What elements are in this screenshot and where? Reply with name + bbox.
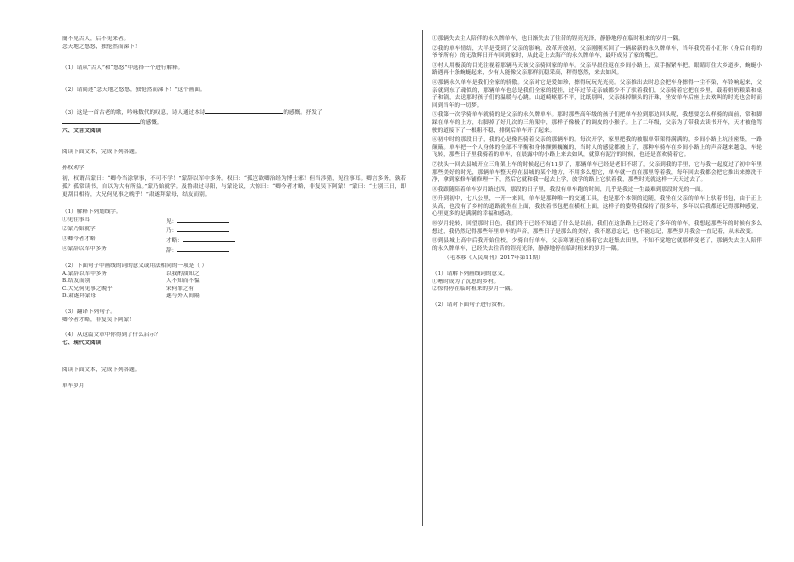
option-a xyxy=(62,271,406,279)
option-b-left: B.结友而别 xyxy=(62,278,91,285)
question-5: （2）下面句子中画线的词的意义或用法相同的一项是（ ） xyxy=(62,263,208,270)
left-column xyxy=(62,36,406,391)
reading-question-2: （2）请对下面句子进行赏析。 xyxy=(432,301,509,308)
option-c-right: 宋何罪之有 xyxy=(166,285,194,292)
option-d-left: D.肃遂拜蒙母 xyxy=(62,293,97,300)
paragraph-4: ④那辆永久单车是我们全家的骄傲。父亲对它是爱如珍，擦得玩玩光光亮。父亲推出去时总会把车身擦得一尘不染，车铃响起来，父亲就到东了魂似的，那辆单车也总是我们全家的提挂，过年过节走亲戚都少不了驮着我们，父亲骑着它把在乡里，载着奶奶粮菜和桌子和锅，去送那时孩子们的温暖与心跳。山道崎岖那不平，比纸别叫，父亲抹掉额头的汗珠，坐安单车后座上去欢叫的时光也会时而回到当年的一切梦。 xyxy=(432,79,762,109)
answer-blank xyxy=(183,236,235,242)
question-6: （3）翻译下列句子。 xyxy=(62,309,116,316)
section-6-heading: 六、文言文阅读 xyxy=(62,127,102,134)
paragraph-6: ⑥初中时的那段日子，我的心是像匹骑着父亲的那辆车的。每次开学，家里把我的被服单带架得满满的，乡间小路上坑洼密集，一路颠簸。单车把一个人身体的全部不平衡和身体颤颤巍巍的，当时人的感觉都被上了，那种车骑车在乡间小路上的声音越来越急，车轮飞转，那些日子里我骑着的单车，在晨露中的小路上来去如风，就算有泥泞的时候，也还是喜欢骑着它。 xyxy=(432,137,762,159)
option-a-right: 以我酌油知之 xyxy=(166,270,200,277)
item-text: ①见往事耳 xyxy=(62,216,90,223)
item-label: 乃： xyxy=(166,228,178,235)
question-7: （4）从这篇文章中你得到了什么启示？ xyxy=(62,332,161,339)
item-text: ④蒙辞以军中多务 xyxy=(62,245,107,252)
passage-title-1: 孙权劝学 xyxy=(62,164,85,171)
item-text: ②蒙乃始就学 xyxy=(62,226,96,233)
option-c xyxy=(62,286,406,294)
question-3-text-a: （3）这是一首古老的歌，吟咏数代的叹息，诗人通过本诗 xyxy=(62,110,206,117)
source-citation: （毛本移《人民周刊》2017年第11期） xyxy=(444,255,544,262)
answer-blank xyxy=(62,118,140,124)
poem-line-2: 念天地之悠悠，独怆然而涕下！ xyxy=(62,43,141,50)
reading-instruction-1: 阅读下面文本，完成下列各题。 xyxy=(62,149,141,156)
right-column xyxy=(432,36,762,309)
passage-title-2: 单车岁月 xyxy=(62,383,85,390)
question-4: （1）解释下列划线字。 xyxy=(62,209,122,216)
option-c-left: C.大兄何见事之晚乎 xyxy=(62,285,113,292)
reading-instruction-2: 阅读下面文本，完成下列各题。 xyxy=(62,367,141,374)
question-4-item-a xyxy=(62,217,406,227)
section-7-heading: 七、现代文阅读 xyxy=(62,339,102,346)
reading-question-1a: ①嘈时成为了沉思的乡村。 xyxy=(432,278,500,285)
item-label: 辞： xyxy=(166,247,178,254)
paragraph-8: ⑧我跟随陪着单车岁月路过四，那段的日子里，我没有单车跑的时间，几乎是我过一生最难到那段时光的一面。 xyxy=(432,186,707,193)
item-text: ③卿今者才略 xyxy=(62,235,96,242)
answer-blank xyxy=(177,246,229,252)
paragraph-5: ⑤我第一次学骑单车就骑的是父亲的永久牌单车。那时那些高年级的孩子们把单车拉到那边回头呢，我想要怎么样骑的面前，常和脚踩在单车的上方，右脚掉了好几次的三角架中，那样子像极了的调皮的小猴子。上了二年级，父亲为了带我去读书开车，天才被他驾驶的道接下了一根粗不稳，排倒后单车开了起来。 xyxy=(432,112,762,134)
question-3-text-c: 的感慨。 xyxy=(140,119,163,126)
paragraph-11: ⑪到县城上高中后我开始住校，少骑自行单车，父亲寒暑还在骑着它去赶集去田里，不知不觉地它就那样变老了，那辆失去主人陪伴的永久牌单车，已经失去往昔的锃亮光泽，静静地停在临时租来的岁月一隅。 xyxy=(432,238,762,252)
paragraph-3: ③村人用极羡的目光注视着那辆马天该父亲骑回家的单车。父亲早晨往返在乡间小路上，双手握紧车把，眼睛盯住大乡道步，蜿蜒小路遇再十条蜿蜒起来，少有人能像父亲那样沉稳采高，秤得悠然，来去如风。 xyxy=(432,62,762,77)
option-d xyxy=(62,293,406,301)
question-6-sentence: 卿今者才略，非复吴下阿蒙！ xyxy=(62,316,135,323)
question-3-text-b: 的感慨。抒发了 xyxy=(283,110,323,117)
paragraph-1: ①那辆失去主人陪伴的永久牌单车，也日渐失去了往昔的锃亮光泽，静静地停在临时租来的岁月一隅。 xyxy=(432,36,684,42)
paragraph-2: ②我的单车情结，大半是受到了父亲的影响。改革开放初，父亲刚刚买回了一辆崭新的永久牌单车，当年我凭着小汇你（身后自将的爷爷所有）的无敌辉日开车回到家时，从此走上去海产的永久牌单车，最吓成另了家的嘴巴。 xyxy=(432,45,762,60)
column-divider xyxy=(422,30,423,526)
option-d-right: 遂与外人间隔 xyxy=(166,293,200,300)
paragraph-7: ⑦扶头一回去县城开立三角架上车的时候起已有11岁了，那辆单车已经是老旧不堪了，父亲到我的手里，它与我一起度过了初中年里那些美好的时光，那辆单车整天停在县城的某个地方，不用多么想它，单车就一直在那里等着我，每年回去我都会把它推出来擦洗干净，拿到家修车铺修理一下，然后它就和我一起去上学，放学的路上它驮着我，那些时光就这样一天天过去了。 xyxy=(432,161,762,184)
paragraph-10: ⑩岁月轮转，回望那时日色，我们终于已经不知道了什么是以前，我们在这条路上已经走了多年的单车，我想起那些年的时候有多么想过，我仍然记得那些年里单车的声音，那些日子是那么的美好，我不愿意忘记，也不能忘记，那些岁月我会一直记着，从未改变。 xyxy=(432,221,762,235)
option-b-right: 人不知而不愠 xyxy=(166,278,200,285)
question-4-item-b xyxy=(62,226,406,236)
item-label: 才略： xyxy=(166,237,183,244)
paragraph-9: ⑨升到初中，七八公里，一开一来回，单车是那种唯一的交通工具，也是那个本领的追随，我坐在父亲的单车上驮着书包，由于正上头高，也没有了乡村的道路就坐在上面，我扶着书包把在横杠上面，这样子的姿势我保持了很多年，多年以后我都还记得那种感觉，心里更多的是满满的幸福和感动。 xyxy=(432,196,762,218)
answer-blank xyxy=(177,226,229,232)
answer-blank xyxy=(205,108,283,114)
reading-question-1: （1）请解下列画线词的意义。 xyxy=(432,271,509,278)
reading-question-1b: ②惊得停在临时租来的岁月一隅。 xyxy=(432,286,516,293)
classical-passage: 初，权谓吕蒙曰：“卿今当涂掌事，不可不学！”蒙辞以军中多务。权曰：“孤岂欲卿治经为博士邪！但当涉猎，见往事耳。卿言多务，孰若孤？孤常读书，自以为大有所益。”蒙乃始就学。及鲁肃过寻阳，与蒙论议，大惊曰：“卿今者才略，非复吴下阿蒙！”蒙曰：“士别三日，即更刮目相待，大兄何见事之晚乎！”肃遂拜蒙母，结友而别。 xyxy=(62,176,406,198)
question-4-item-d xyxy=(62,246,406,256)
question-2: （2）请简述“念天地之悠悠，独怆然而涕下！”这个画面。 xyxy=(62,86,206,93)
question-4-item-c xyxy=(62,236,406,246)
question-3 xyxy=(62,108,406,118)
question-1: （1）请从“古人”和“悠悠”中选择一个进行解释。 xyxy=(62,65,184,72)
answer-blank xyxy=(177,217,229,223)
option-b xyxy=(62,278,406,286)
option-a-left: A.蒙辞以军中多务 xyxy=(62,270,107,277)
question-3-cont xyxy=(62,118,406,128)
item-label: 见： xyxy=(166,218,178,225)
poem-line-1: 簡不见古人，后不见来者。 xyxy=(62,36,130,42)
